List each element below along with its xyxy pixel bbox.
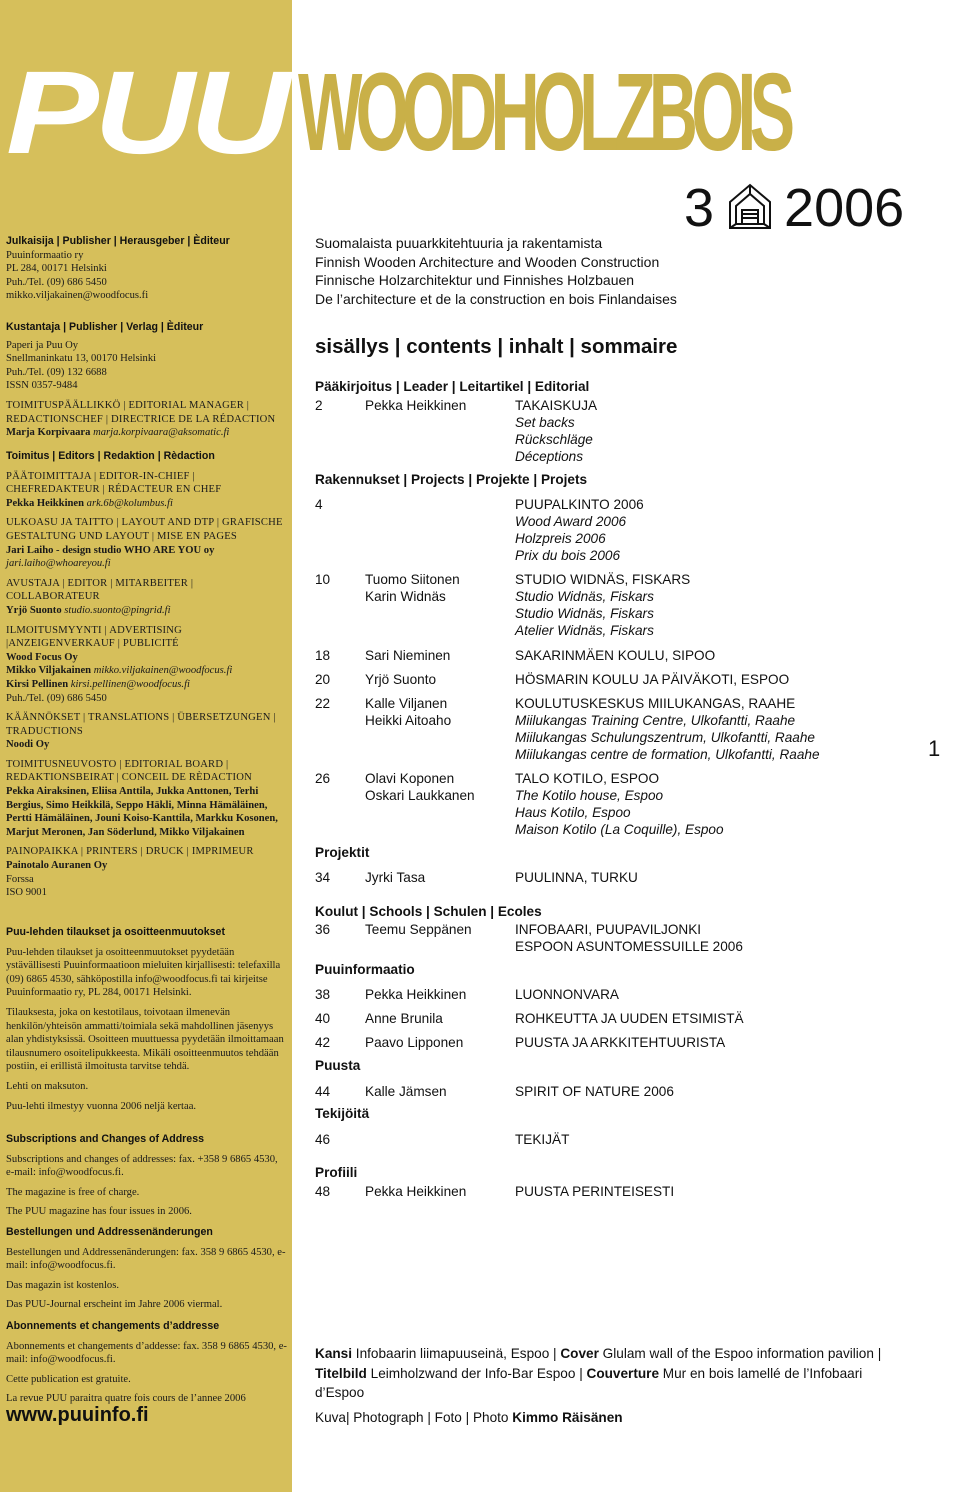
orders-en-text: The PUU magazine has four issues in 2006.	[6, 1206, 192, 1218]
orders-fi-block	[6, 926, 288, 1119]
masthead-wood-holz-bois: WOODHOLZBOIS	[298, 58, 789, 168]
toc-alt-title: Miilukangas Schulungszentrum, Ulkofantti, Raahe	[515, 730, 815, 745]
kustantaja-line: Snellmaninkatu 13, 00170 Helsinki	[6, 353, 157, 365]
orders-fi-heading: Puu-lehden tilaukset ja osoitteenmuutokset	[6, 926, 225, 938]
toc-page: 2	[315, 398, 323, 413]
toc-title: PUUSTA PERINTEISESTI	[515, 1184, 675, 1199]
issue-year: 2006	[784, 178, 905, 238]
board-names: Pekka Airaksinen, Eliisa Anttila, Jukka Anttonen, Terhi Bergius, Simo Heikkilä, Seppo Häkli, Minna Hämäläinen, Pertti Hämäläinen, Jouni Koiso-Kanttila, Markku Kosonen, Marjut Meronen, Jan Söderlund, Mikko Viljakainen	[6, 786, 278, 838]
toc-title: HÖSMARIN KOULU JA PÄIVÄKOTI, ESPOO	[515, 672, 790, 687]
orders-de-text: Bestellungen und Addressenänderungen: fax. 358 9 6865 4530, e-mail: info@woodfocus.fi.	[6, 1246, 286, 1272]
orders-fi-text: Tilauksesta, joka on kestotilaus, toivotaan ilmenevän henkilön/yhteisön ammatti/toimiala sekä mahdollinen jäsenyys alan yhdistyksissä. Osoitteen muuttuessa pyydetään ilmoittamaan tilausnumero osoitelipukkeesta. Mikäli osoitteenmuutos tehdään postiin, ei erillistä ilmoitusta tarvitse tehdä.	[6, 1006, 284, 1073]
toc-title: PUULINNA, TURKU	[515, 870, 638, 885]
section-projektit: Projektit	[315, 845, 370, 860]
toc-title: INFOBAARI, PUUPAVILJONKI	[515, 922, 702, 937]
toc-alt-title: Atelier Widnäs, Fiskars	[515, 623, 654, 638]
toimitus-block	[6, 450, 288, 900]
masthead	[6, 58, 956, 168]
printers-city: Forssa	[6, 873, 34, 885]
page-number: 1	[928, 736, 941, 761]
toc-title: KOULUTUSKESKUS MIILUKANGAS, RAAHE	[515, 696, 796, 711]
toc-alt-title: Rückschläge	[515, 432, 593, 447]
toc-page: 42	[315, 1035, 331, 1050]
orders-en-block	[6, 1133, 288, 1225]
toc-author: Tuomo Siitonen	[365, 572, 460, 587]
chief-name: Pekka Heikkinen	[6, 497, 84, 509]
toc-alt-title: Miilukangas centre de formation, Ulkofantti, Raahe	[515, 747, 820, 762]
toc-author: Paavo Lipponen	[365, 1035, 464, 1050]
printers-role: PAINOPAIKKA | PRINTERS | DRUCK | IMPRIMEUR	[6, 846, 254, 858]
toc-title: ESPOON ASUNTOMESSUILLE 2006	[515, 939, 743, 954]
toimitus-heading: Toimitus | Editors | Redaktion | Rèdaction	[6, 450, 215, 462]
publisher-line: PL 284, 00171 Helsinki	[6, 263, 107, 275]
toc-page: 40	[315, 1011, 331, 1026]
house-logo-icon	[728, 182, 772, 230]
toc-alt-title: Wood Award 2006	[515, 514, 627, 529]
issue-number	[684, 178, 904, 238]
toc-page: 48	[315, 1184, 331, 1199]
toc-author: Kalle Jämsen	[365, 1084, 447, 1099]
toc-alt-title: Prix du bois 2006	[515, 548, 621, 563]
chief-role: PÄÄTOIMITTAJA | EDITOR-IN-CHIEF | CHEFREDAKTEUR | RÉDACTEUR EN CHEF	[6, 470, 222, 496]
publisher-line: Puh./Tel. (09) 686 5450	[6, 276, 107, 288]
toc-page: 20	[315, 672, 331, 687]
orders-de-block	[6, 1226, 288, 1318]
section-profiili: Profiili	[315, 1165, 358, 1180]
magazine-subtitle	[315, 234, 677, 309]
orders-fr-text: La revue PUU paraitra quatre fois cours de l’annee 2006	[6, 1393, 246, 1405]
cover-label: Cover	[560, 1346, 599, 1361]
subtitle-en: Finnish Wooden Architecture and Wooden Construction	[315, 253, 660, 270]
section-schools: Koulut | Schools | Schulen | Ecoles	[315, 904, 542, 919]
printers-iso: ISO 9001	[6, 887, 47, 899]
subtitle-fr: De l’architecture et de la construction en bois Finlandaises	[315, 291, 677, 308]
orders-fi-text: Lehti on maksuton.	[6, 1080, 89, 1092]
toc-author: Heikki Aitoaho	[365, 713, 452, 728]
cover-text: Leimholzwand der Info-Bar Espoo |	[366, 1365, 587, 1381]
publisher-block	[6, 235, 288, 303]
cover-label: Couverture	[586, 1365, 660, 1381]
cover-text: Glulam wall of the Espoo information pavilion |	[598, 1346, 882, 1361]
website-link[interactable]: www.puuinfo.fi	[6, 1404, 149, 1426]
ads-role: ILMOITUSMYYNTI | ADVERTISING |ANZEIGENVERKAUF | PUBLICITÉ	[6, 624, 182, 650]
kustantaja-block	[6, 321, 288, 440]
publisher-heading: Julkaisija | Publisher | Herausgeber | Èditeur	[6, 235, 230, 247]
toc-title: PUUSTA JA ARKKITEHTUURISTA	[515, 1035, 726, 1050]
photo-label: Kuva| Photograph | Foto | Photo	[315, 1410, 513, 1425]
toc-title: LUONNONVARA	[515, 987, 619, 1002]
toc-author: Sari Nieminen	[365, 648, 451, 663]
cover-text: Mur en bois lamellé de l’Infobaari d’Espoo	[315, 1365, 863, 1400]
toc-author: Kalle Viljanen	[365, 696, 448, 711]
layout-role: ULKOASU JA TAITTO | LAYOUT AND DTP | GRAFISCHE GESTALTUNG UND LAYOUT | MISE EN PAGES	[6, 517, 283, 542]
orders-fi-text: Puu-lehden tilaukset ja osoitteenmuutokset pyydetään ystävällisesti Puuinformaatioon mieluiten kirjallisesti: telefaxilla (09) 6865 4530, sähköpostilla info@woodfocus.fi tai kirjeitse Puuinformaatio ry, PL 284, 00171 Helsinki.	[6, 946, 281, 999]
orders-fr-heading: Abonnements et changements d’addresse	[6, 1320, 220, 1332]
chief-email: ark.6b@kolumbus.fi	[86, 497, 173, 509]
section-tekijoita: Tekijöitä	[315, 1106, 370, 1121]
toc-page: 38	[315, 987, 331, 1002]
publisher-line: Puuinformaatio ry	[6, 249, 84, 261]
orders-fr-text: Abonnements et changements d’addesse: fax. 358 9 6865 4530, e-mail: info@woodfocus.fi.	[6, 1340, 287, 1366]
cover-label: Titelbild	[315, 1365, 367, 1381]
kustantaja-line: Paperi ja Puu Oy	[6, 339, 79, 351]
photo-credit	[315, 1410, 623, 1425]
toc-author: Anne Brunila	[365, 1011, 443, 1026]
contents-title: sisällys | contents | inhalt | sommaire	[315, 335, 678, 358]
layout-email: jari.laiho@whoareyou.fi	[6, 558, 111, 570]
toc-alt-title: Studio Widnäs, Fiskars	[515, 589, 654, 604]
editor-role: AVUSTAJA | EDITOR | MITARBEITER | COLLABORATEUR	[6, 577, 194, 603]
toc-author: Pekka Heikkinen	[365, 398, 467, 413]
toc-alt-title: Set backs	[515, 415, 575, 430]
toc-author: Jyrki Tasa	[365, 870, 426, 885]
orders-fr-text: Cette publication est gratuite.	[6, 1373, 131, 1385]
toc-author: Karin Widnäs	[365, 589, 446, 604]
toc-page: 36	[315, 922, 331, 937]
subtitle-fi: Suomalaista puuarkkitehtuuria ja rakentamista	[315, 235, 603, 251]
publisher-email: mikko.viljakainen@woodfocus.fi	[6, 290, 149, 302]
editor-name: Yrjö Suonto	[6, 604, 62, 616]
ads-name: Mikko Viljakainen	[6, 665, 92, 677]
toc-page: 26	[315, 771, 331, 786]
toc-page: 22	[315, 696, 331, 711]
toc-alt-title: Déceptions	[515, 449, 584, 464]
editor-email: studio.suonto@pingrid.fi	[64, 604, 171, 616]
cover-text: Infobaarin liimapuuseinä, Espoo |	[352, 1346, 561, 1361]
toc-alt-title: Haus Kotilo, Espoo	[515, 805, 631, 820]
ads-phone: Puh./Tel. (09) 686 5450	[6, 692, 107, 704]
toc-alt-title: The Kotilo house, Espoo	[515, 788, 664, 803]
kustantaja-issn: ISSN 0357-9484	[6, 380, 78, 392]
toc-alt-title: Miilukangas Training Centre, Ulkofantti, Raahe	[515, 713, 796, 728]
ads-company: Wood Focus Oy	[6, 651, 78, 663]
toc-author: Pekka Heikkinen	[365, 1184, 467, 1199]
photographer-name: Kimmo Räisänen	[512, 1410, 623, 1425]
toc-title: ROHKEUTTA JA UUDEN ETSIMISTÄ	[515, 1011, 744, 1026]
orders-fi-text: Puu-lehti ilmestyy vuonna 2006 neljä kertaa.	[6, 1100, 197, 1112]
section-projects: Rakennukset | Projects | Projekte | Projets	[315, 472, 588, 487]
orders-en-text: Subscriptions and changes of addresses: fax. +358 9 6865 4530, e-mail: info@woodfocus.fi.	[6, 1153, 278, 1179]
section-puuinformaatio: Puuinformaatio	[315, 962, 415, 977]
layout-name: Jari Laiho - design studio WHO ARE YOU oy	[6, 544, 215, 556]
kustantaja-line: Puh./Tel. (09) 132 6688	[6, 366, 107, 378]
manager-role: TOIMITUSPÄÄLLIKKÖ | EDITORIAL MANAGER | REDACTIONSCHEF | DIRECTRICE DE LA RÉDACTION	[6, 399, 276, 425]
toc-title: PUUPALKINTO 2006	[515, 497, 644, 512]
orders-en-text: The magazine is free of charge.	[6, 1186, 140, 1198]
toc-title: STUDIO WIDNÄS, FISKARS	[515, 572, 691, 587]
toc-page: 10	[315, 572, 331, 587]
issue-num: 3	[684, 178, 715, 238]
toc-title: SPIRIT OF NATURE 2006	[515, 1084, 674, 1099]
masthead-puu: PUU	[6, 58, 286, 168]
orders-de-text: Das magazin ist kostenlos.	[6, 1279, 119, 1291]
orders-de-heading: Bestellungen und Addressenänderungen	[6, 1226, 213, 1238]
orders-en-heading: Subscriptions and Changes of Address	[6, 1133, 204, 1145]
toc-author: Teemu Seppänen	[365, 922, 472, 937]
printers-name: Painotalo Auranen Oy	[6, 860, 108, 872]
toc-page: 46	[315, 1132, 331, 1147]
toc-title: TALO KOTILO, ESPOO	[515, 771, 660, 786]
orders-fr-block	[6, 1320, 288, 1412]
ads-email: kirsi.pellinen@woodfocus.fi	[70, 678, 190, 690]
manager-email: marja.korpivaara@aksomatic.fi	[93, 427, 230, 439]
toc-author: Pekka Heikkinen	[365, 987, 467, 1002]
cover-label: Kansi	[315, 1346, 353, 1361]
kustantaja-heading: Kustantaja | Publisher | Verlag | Èditeur	[6, 321, 204, 333]
board-role: TOIMITUSNEUVOSTO | EDITORIAL BOARD | REDAKTIONSBEIRAT | CONCEIL DE RÈDACTION	[6, 758, 252, 784]
toc-alt-title: Studio Widnäs, Fiskars	[515, 606, 654, 621]
translations-name: Noodi Oy	[6, 739, 50, 751]
orders-de-text: Das PUU-Journal erscheint im Jahre 2006 viermal.	[6, 1299, 223, 1311]
toc-page: 18	[315, 648, 331, 663]
toc-page: 44	[315, 1084, 331, 1099]
ads-name: Kirsi Pellinen	[6, 678, 69, 690]
toc-author: Olavi Koponen	[365, 771, 455, 786]
toc-title: TAKAISKUJA	[515, 398, 598, 413]
toc-title: SAKARINMÄEN KOULU, SIPOO	[515, 648, 716, 663]
toc-alt-title: Holzpreis 2006	[515, 531, 606, 546]
manager-name: Marja Korpivaara	[6, 427, 91, 439]
toc-author: Yrjö Suonto	[365, 672, 437, 687]
section-puusta: Puusta	[315, 1058, 361, 1073]
subtitle-de: Finnische Holzarchitektur und Finnishes Holzbauen	[315, 272, 635, 289]
toc-page: 4	[315, 497, 323, 512]
section-leader: Pääkirjoitus | Leader | Leitartikel | Editorial	[315, 379, 590, 394]
toc-title: TEKIJÄT	[515, 1132, 570, 1147]
ads-email: mikko.viljakainen@woodfocus.fi	[93, 665, 233, 677]
toc-author: Oskari Laukkanen	[365, 788, 475, 803]
cover-caption	[315, 1344, 915, 1403]
toc-page: 34	[315, 870, 331, 885]
translations-role: KÄÄNNÖKSET | TRANSLATIONS | ÜBERSETZUNGEN | TRADUCTIONS	[6, 712, 276, 737]
toc-alt-title: Maison Kotilo (La Coquille), Espoo	[515, 822, 724, 837]
